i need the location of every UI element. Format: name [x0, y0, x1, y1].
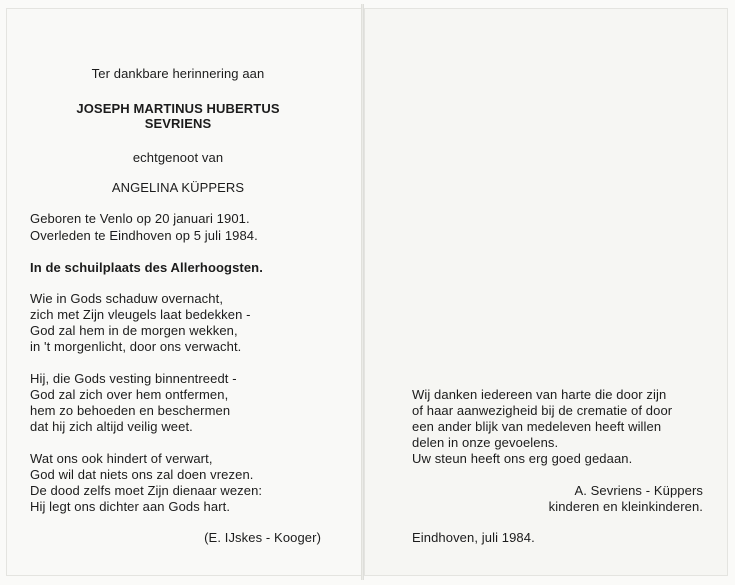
intro-text: Ter dankbare herinnering aan [91, 66, 265, 81]
poem-line: Hij, die Gods vesting binnentreedt - [30, 371, 237, 386]
poem-line: God wil dat niets ons zal doen vrezen. [30, 467, 254, 482]
poem-line: De dood zelfs moet Zijn dienaar wezen: [30, 483, 263, 498]
family-signature-line2: kinderen en kleinkinderen. [548, 499, 703, 514]
poem-line: God zal hem in de morgen wekken, [30, 323, 238, 338]
poem-line: Wie in Gods schaduw overnacht, [30, 291, 224, 306]
poem-line: God zal zich over hem ontfermen, [30, 387, 229, 402]
poem-line: dat hij zich altijd veilig weet. [30, 419, 193, 434]
poem-line: Hij legt ons dichter aan Gods hart. [30, 499, 231, 514]
thanks-line: een ander blijk van medeleven heeft willen [412, 419, 662, 434]
birth-line: Geboren te Venlo op 20 januari 1901. [30, 211, 250, 226]
poem-line: Wat ons ook hindert of verwart, [30, 451, 213, 466]
poem-author: (E. IJskes - Kooger) [204, 530, 321, 545]
place-date: Eindhoven, juli 1984. [412, 530, 535, 545]
spouse-name: ANGELINA KÜPPERS [111, 180, 245, 195]
poem-line: in 't morgenlicht, door ons verwacht. [30, 339, 242, 354]
poem-line: hem zo behoeden en beschermen [30, 403, 231, 418]
card-fold [361, 4, 364, 580]
family-signature-line1: A. Sevriens - Küppers [574, 483, 703, 498]
death-line: Overleden te Eindhoven op 5 juli 1984. [30, 228, 258, 243]
deceased-name-line2: SEVRIENS [144, 116, 212, 131]
thanks-line: of haar aanwezigheid bij de crematie of door [412, 403, 673, 418]
spouse-intro: echtgenoot van [132, 150, 224, 165]
thanks-line: delen in onze gevoelens. [412, 435, 559, 450]
psalm-heading: In de schuilplaats des Allerhoogsten. [30, 260, 263, 275]
support-line: Uw steun heeft ons erg goed gedaan. [412, 451, 633, 466]
poem-line: zich met Zijn vleugels laat bedekken - [30, 307, 251, 322]
deceased-name-line1: JOSEPH MARTINUS HUBERTUS [76, 101, 280, 116]
thanks-line: Wij danken iedereen van harte die door zijn [412, 387, 667, 402]
